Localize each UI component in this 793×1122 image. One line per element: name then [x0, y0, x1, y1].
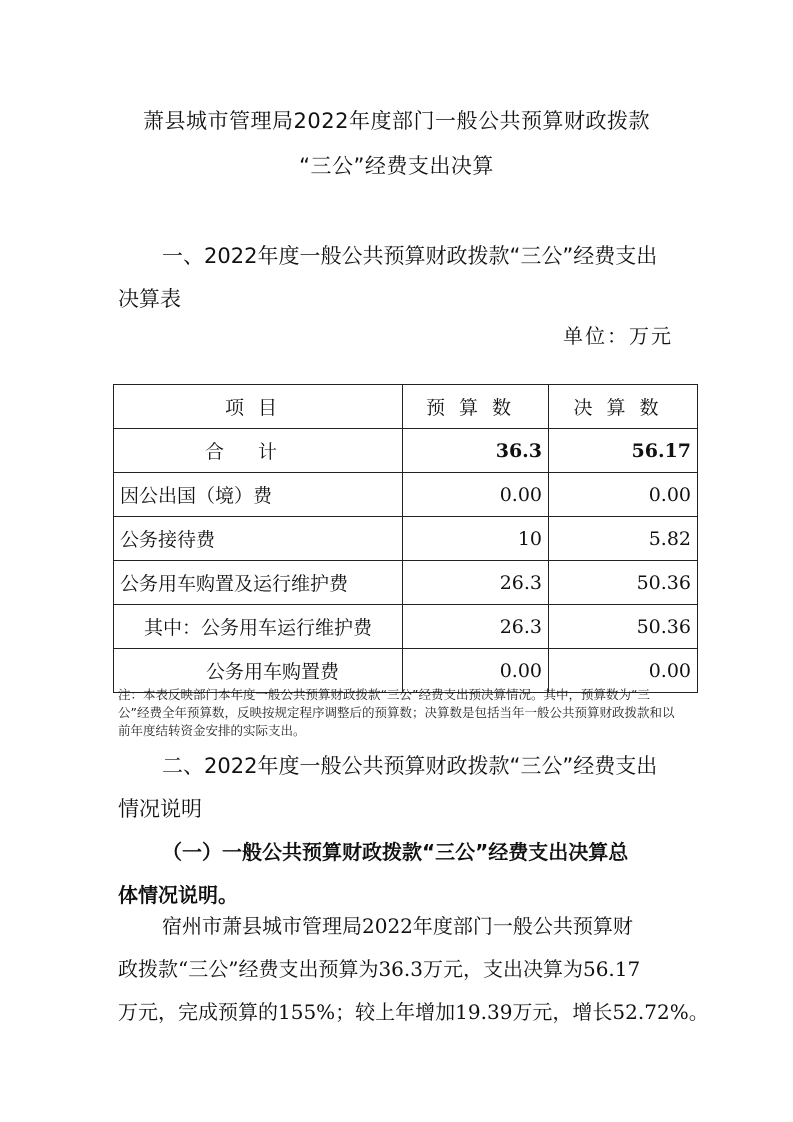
row-budget: 26.3	[403, 561, 549, 605]
row-label: 其中：公务用车运行维护费	[114, 605, 403, 649]
table-row-total	[114, 429, 698, 473]
subsection1-heading-line1: （一）一般公共预算财政拨款“三公”经费支出决算总	[162, 840, 629, 864]
section2-heading-line1: 二、2022年度一般公共预算财政拨款“三公”经费支出	[162, 754, 658, 778]
row-label: 公务用车购置及运行维护费	[114, 561, 403, 605]
table-row	[114, 605, 698, 649]
body-paragraph-line2: 政拨款“三公”经费支出预算为36.3万元，支出决算为56.17	[118, 957, 641, 981]
three-public-expenses-table	[113, 384, 698, 693]
section1-heading-line2: 决算表	[118, 287, 181, 311]
row-budget: 0.00	[403, 649, 549, 693]
unit-label: 单位：万元	[563, 324, 673, 348]
row-actual: 5.82	[549, 517, 698, 561]
row-label: 合计	[114, 429, 403, 473]
row-label: 公务用车购置费	[114, 649, 403, 693]
table-row	[114, 517, 698, 561]
row-budget: 10	[403, 517, 549, 561]
row-actual: 50.36	[549, 605, 698, 649]
body-paragraph-line3: 万元，完成预算的155%；较上年增加19.39万元，增长52.72%。	[118, 1000, 709, 1024]
row-actual: 0.00	[549, 473, 698, 517]
row-budget: 26.3	[403, 605, 549, 649]
table-row	[114, 561, 698, 605]
document-title-line2: “三公”经费支出决算	[299, 154, 494, 178]
header-actual: 决算数	[549, 385, 698, 429]
subsection1-heading-line2: 体情况说明。	[118, 883, 238, 907]
section1-heading-line1: 一、2022年度一般公共预算财政拨款“三公”经费支出	[162, 244, 658, 268]
row-label: 因公出国（境）费	[114, 473, 403, 517]
row-actual: 50.36	[549, 561, 698, 605]
section2-heading-line2: 情况说明	[118, 797, 202, 821]
body-paragraph-line1: 宿州市萧县城市管理局2022年度部门一般公共预算财	[162, 914, 633, 938]
table-header-row	[114, 385, 698, 429]
row-label: 公务接待费	[114, 517, 403, 561]
table-row	[114, 473, 698, 517]
table-footnote: 注：本表反映部门本年度一般公共预算财政拨款“三公”经费支出预决算情况。其中，预算数为“三公”经费全年预算数，反映按规定程序调整后的预算数；决算数是包括当年一般公共预算财政拨款和以前年度结转资金安排的实际支出。	[118, 687, 675, 738]
header-budget: 预算数	[403, 385, 549, 429]
row-actual: 0.00	[549, 649, 698, 693]
row-budget: 0.00	[403, 473, 549, 517]
row-actual: 56.17	[549, 429, 698, 473]
row-budget: 36.3	[403, 429, 549, 473]
document-title-line1: 萧县城市管理局2022年度部门一般公共预算财政拨款	[143, 109, 650, 133]
header-item: 项目	[114, 385, 403, 429]
